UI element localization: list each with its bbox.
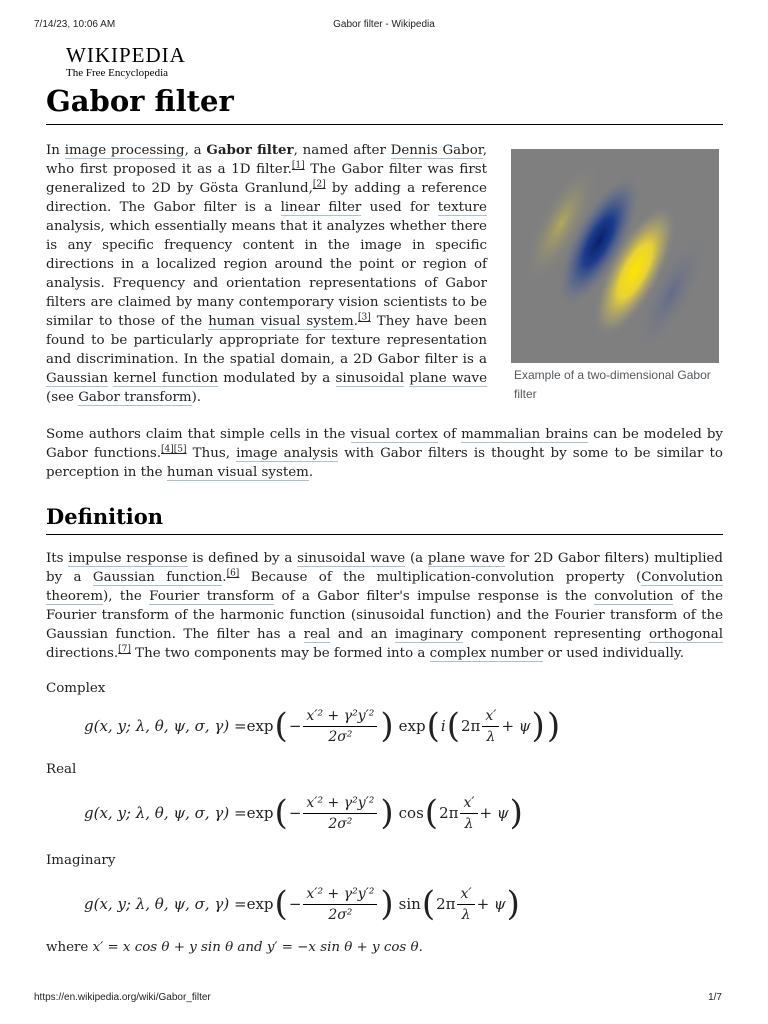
print-url[interactable]: https://en.wikipedia.org/wiki/Gabor_filter [34,992,211,1003]
link-gaussian-function[interactable]: Gaussian function [92,570,223,585]
link-sinusoidal-wave[interactable]: sinusoidal wave [297,551,406,566]
link-plane-wave-2[interactable]: plane wave [427,551,505,566]
link-convolution-theorem[interactable]: Convolution theorem [46,570,724,604]
link-kernel-function[interactable]: kernel function [113,371,218,386]
print-page-number: 1/7 [708,992,722,1003]
ref-6[interactable]: [6] [226,568,240,579]
page-title: Gabor filter [46,82,723,125]
link-linear-filter[interactable]: linear filter [280,200,362,215]
link-gaussian[interactable]: Gaussian [46,371,108,386]
label-real: Real [46,762,77,777]
print-footer [0,992,768,1006]
infobox-caption: Example of a two-dimensional Gabor filter [514,368,711,401]
where-equation: x′ = x cos θ + y sin θ and y′ = −x sin θ + y cos θ. [92,940,423,955]
paragraph-2: Some authors claim that simple cells in the visual cortex of mammalian brains can be modeled by Gabor functions.[4][5] Thus, image analysis with Gabor filters is thought by some to be similar to perception in the human visual system. [46,427,724,480]
label-complex: Complex [46,681,106,696]
section-heading-definition: Definition [46,502,723,535]
ref-4-5[interactable]: [4][5] [161,444,187,455]
link-visual-cortex[interactable]: visual cortex [350,427,438,442]
where-line: where x′ = x cos θ + y sin θ and y′ = −x sin θ + y cos θ. [46,940,423,955]
link-fourier-transform[interactable]: Fourier transform [149,589,275,604]
link-orthogonal[interactable]: orthogonal [648,627,723,642]
formula-imaginary: g(x, y; λ, θ, ψ, σ, γ) = exp ( − $\frac{\text{x′² + γ²y′²}}{\text{2σ²}}$ ) sin ( 2π $\frac{x'}{\lambda}$ + ψ ) [84,884,520,924]
link-texture[interactable]: texture [437,200,487,215]
wikipedia-logo[interactable] [66,44,723,82]
print-header [0,19,768,33]
article-content [46,44,723,957]
term-gabor-filter: Gabor filter [206,142,294,158]
link-gabor-transform[interactable]: Gabor transform [78,390,192,405]
link-mammalian-brains[interactable]: mammalian brains [461,427,589,442]
link-image-processing[interactable]: image processing [64,143,185,158]
link-plane-wave[interactable]: plane wave [409,371,487,386]
link-imaginary[interactable]: imaginary [394,627,464,642]
link-sinusoidal[interactable]: sinusoidal [335,371,404,386]
logo-tagline: The Free Encyclopedia [66,67,169,79]
link-image-analysis[interactable]: image analysis [236,446,339,461]
link-dennis-gabor[interactable]: Dennis Gabor [390,143,483,158]
ref-1[interactable]: [1] [291,160,305,171]
intro-section [46,141,723,407]
definition-paragraph: Its impulse response is defined by a sinusoidal wave (a plane wave for 2D Gabor filters) multiplied by a Gaussian function.[6] Because of the multiplication-convolution property (Convolution theorem), the Fourier transform of a Gabor filter's impulse response is the convolution of the Fourier transform of the harmonic function (sinusoidal function) and the Fourier transform of the Gaussian function. The filter has a real and an imaginary component representing orthogonal directions.[7] The two components may be formed into a complex number or used individually. [46,551,724,661]
link-human-visual-system[interactable]: human visual system [208,314,354,329]
infobox [511,149,721,404]
logo-wordmark: WIKIPEDIA [66,43,186,67]
print-datetime: 7/14/23, 10:06 AM [34,19,116,30]
link-complex-number[interactable]: complex number [429,646,544,661]
label-imaginary: Imaginary [46,853,116,868]
ref-3[interactable]: [3] [357,312,371,323]
ref-7[interactable]: [7] [118,644,131,655]
link-human-visual-system-2[interactable]: human visual system [166,465,309,480]
link-convolution[interactable]: convolution [594,589,674,604]
ref-2[interactable]: [2] [312,179,326,190]
intro-paragraph: In image processing, a Gabor filter, named after Dennis Gabor, who first proposed it as a 1D filter.[1] The Gabor filter was first generalized to 2D by Gösta Granlund,[2] by adding a reference direction. The Gabor filter is a linear filter used for texture analysis, which essentially means that it analyzes whether there is any specific frequency content in the image in specific directions in a localized region around the point or region of analysis. Frequency and orientation representations of Gabor filters are claimed by many contemporary vision scientists to be similar to those of the human visual system.[3] They have been found to be particularly appropriate for texture representation and discrimination. In the spatial domain, a 2D Gabor filter is a Gaussian kernel function modulated by a sinusoidal plane wave (see Gabor transform). [46,142,487,405]
formula-complex: g(x, y; λ, θ, ψ, σ, γ) = exp ( − $\frac{\text{x′² + γ²y′²}}{\text{2σ²}}$ ) exp ( i ( 2π $\frac{x'}{\lambda}$ + ψ ) ) [84,706,561,746]
link-real[interactable]: real [303,627,331,642]
print-page-title: Gabor filter - Wikipedia [333,19,435,30]
link-impulse-response[interactable]: impulse response [68,551,188,566]
formula-real: g(x, y; λ, θ, ψ, σ, γ) = exp ( − $\frac{\text{x′² + γ²y′²}}{\text{2σ²}}$ ) cos ( 2π $\frac{x'}{\lambda}$ + ψ ) [84,793,523,833]
gabor-filter-image[interactable] [511,149,719,363]
